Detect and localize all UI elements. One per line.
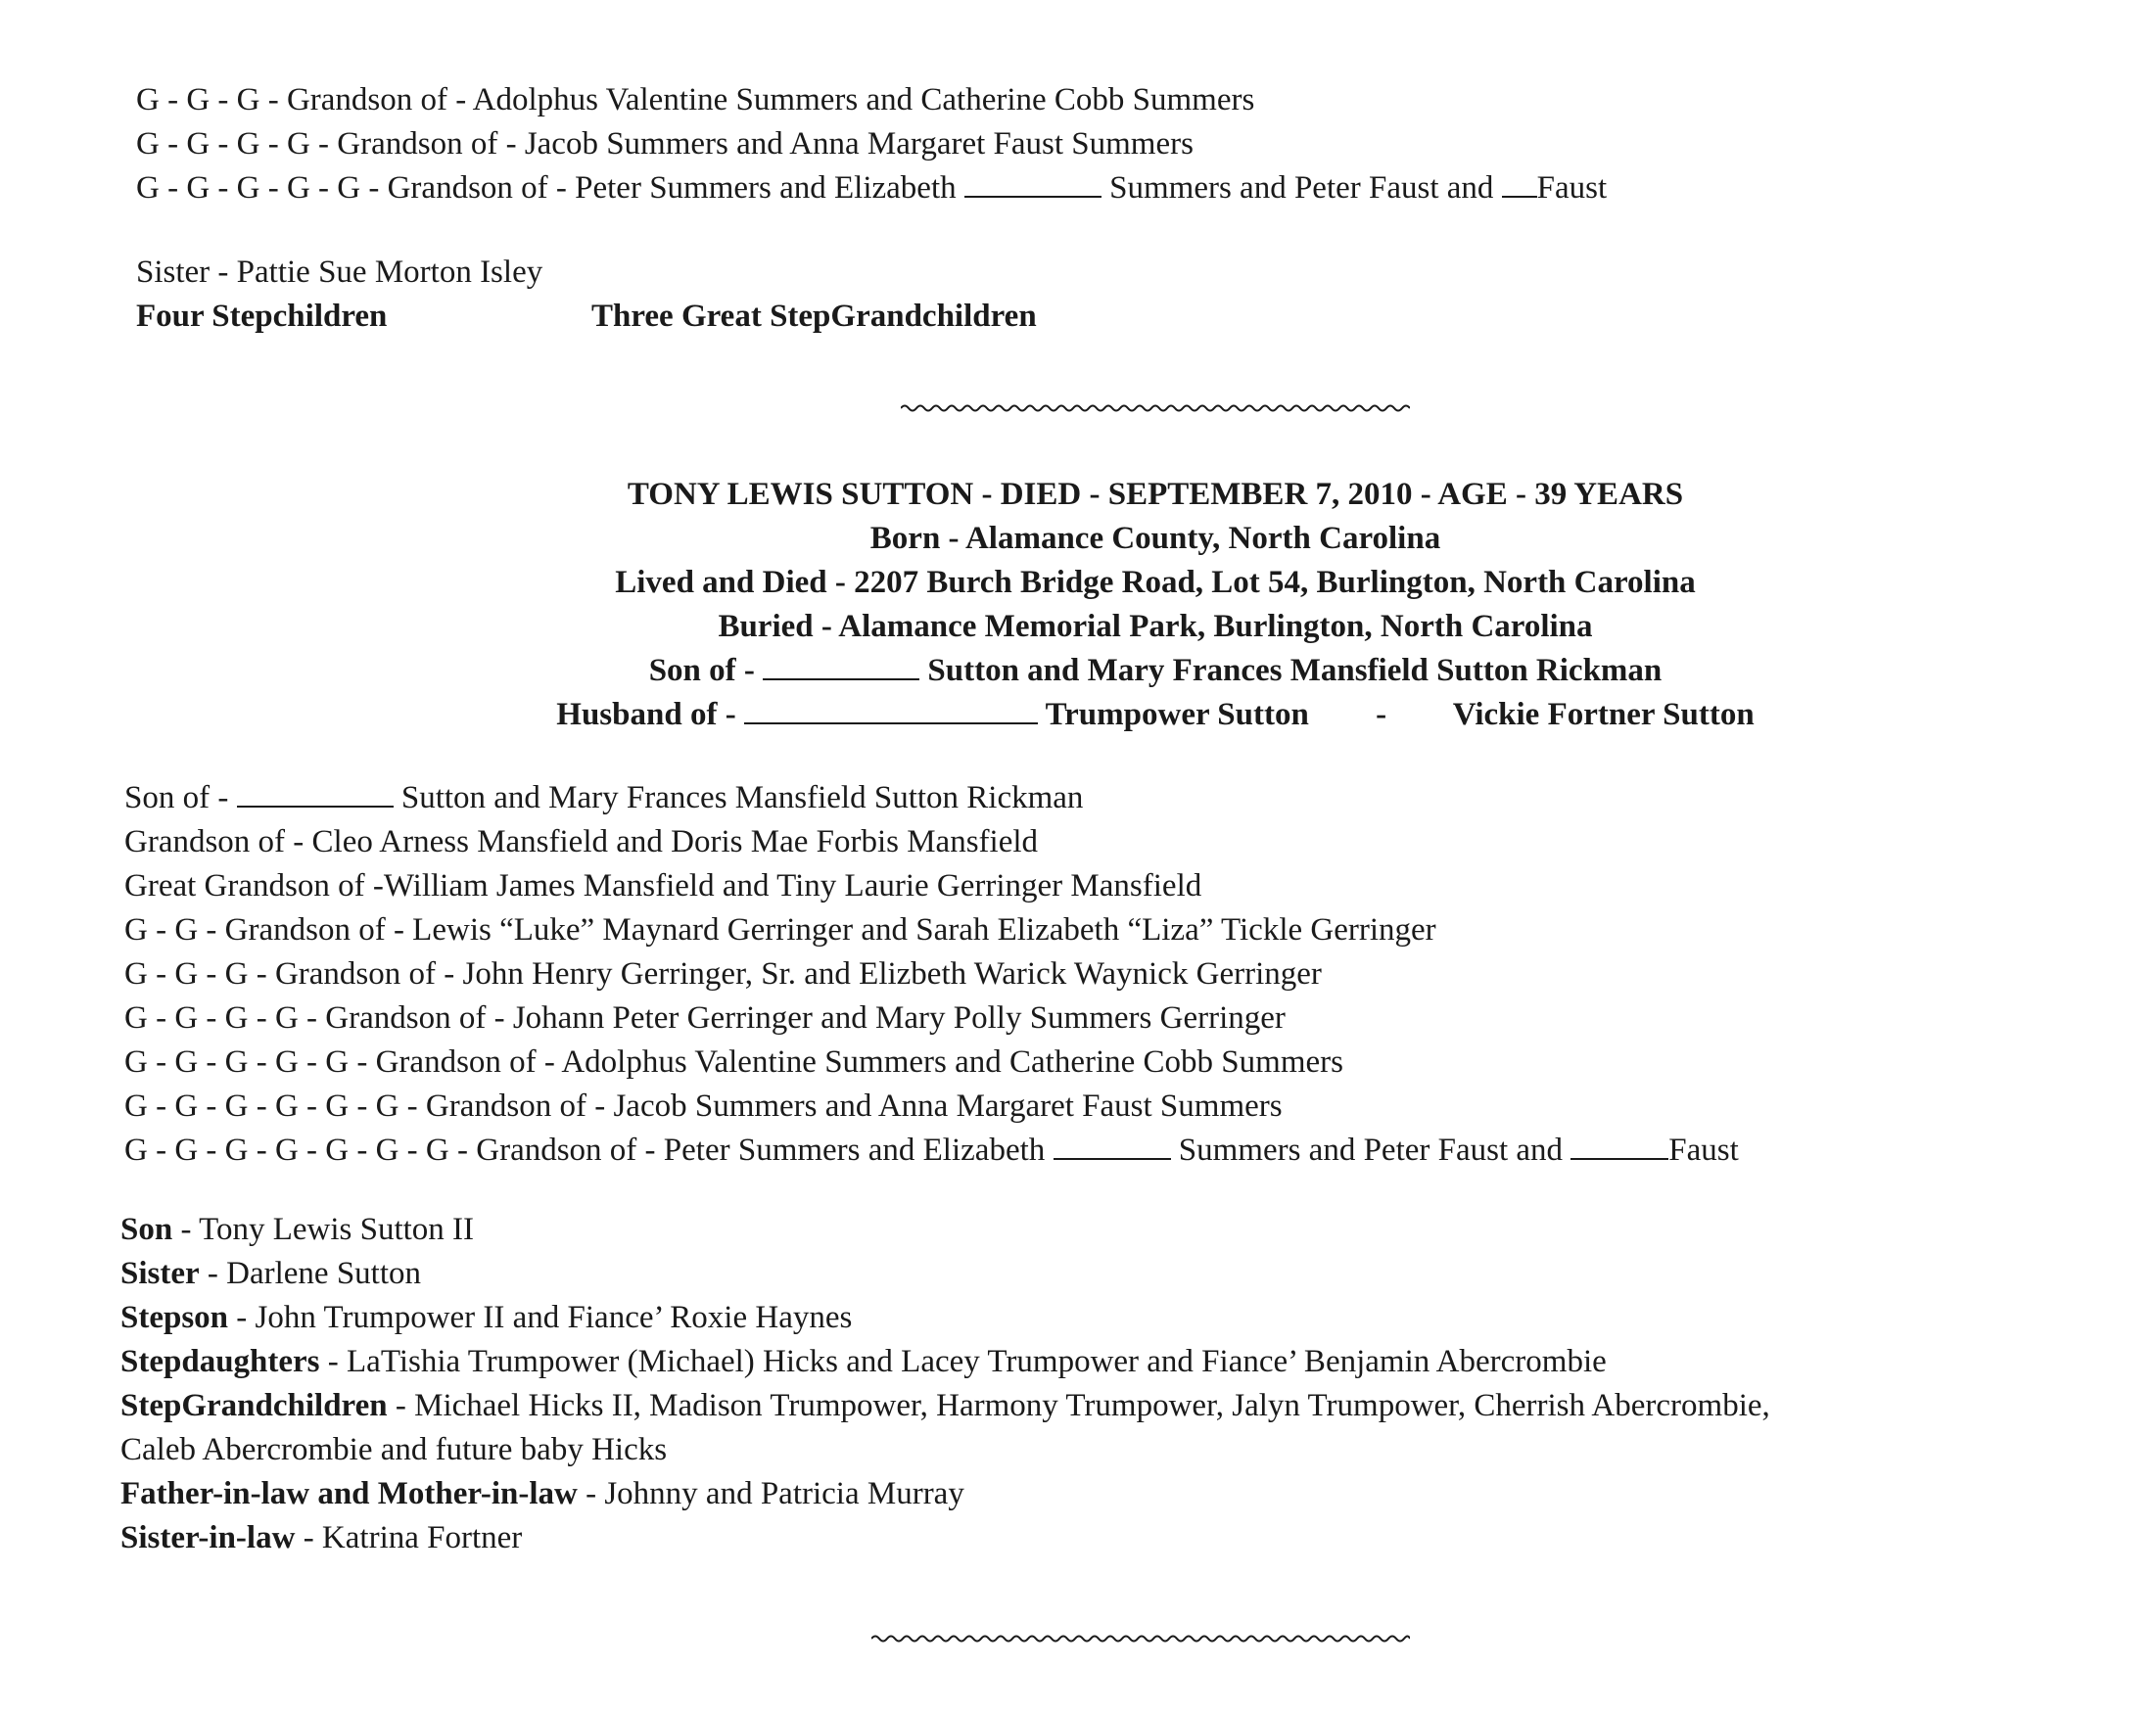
- son-of-label: Son of -: [648, 653, 755, 688]
- family-value: - LaTishia Trumpower (Michael) Hicks and Lacey Trumpower and Fiance’ Benjamin Abercrombie: [327, 1344, 1607, 1379]
- family-value: - John Trumpower II and Fiance’ Roxie Haynes: [236, 1300, 853, 1335]
- family-line: [120, 1296, 1770, 1340]
- lineage-line: [124, 776, 1739, 820]
- blank-line: [1502, 170, 1537, 198]
- spouse-name: Vickie Fortner Sutton: [1452, 697, 1755, 732]
- step-grandchildren-count: Three Great StepGrandchildren: [591, 299, 1037, 334]
- top-family: [136, 251, 1037, 339]
- lineage-text: G - G - G - G - G - G - G - Grandson of - Peter Summers and Elizabeth: [124, 1133, 1046, 1168]
- family-line: [136, 251, 542, 295]
- blank-line: [1570, 1133, 1668, 1160]
- family-value: - Pattie Sue Morton Isley: [217, 255, 543, 290]
- family-label: StepGrandchildren: [120, 1388, 388, 1423]
- family-line: [120, 1472, 1770, 1516]
- lineage-line: G - G - G - Grandson of - Adolphus Valentine Summers and Catherine Cobb Summers: [136, 82, 1255, 117]
- family-line: [120, 1208, 1770, 1252]
- lineage-line: Great Grandson of -William James Mansfield and Tiny Laurie Gerringer Mansfield: [124, 868, 1202, 903]
- family-label: Sister-in-law: [120, 1520, 296, 1555]
- lineage-text: Faust: [1536, 170, 1608, 206]
- lineage-text: Summers and Peter Faust and: [1178, 1133, 1564, 1168]
- family-value: - Johnny and Patricia Murray: [586, 1476, 964, 1511]
- family-line-continued: Caleb Abercrombie and future baby Hicks: [120, 1432, 668, 1467]
- family-value: - Michael Hicks II, Madison Trumpower, Harmony Trumpower, Jalyn Trumpower, Cherrish Abercrombie,: [395, 1388, 1770, 1423]
- blank-line: [744, 697, 1038, 724]
- lineage-line: G - G - Grandson of - Lewis “Luke” Maynard Gerringer and Sarah Elizabeth “Liza” Tickle Gerringer: [124, 912, 1436, 948]
- blank-line: [1054, 1133, 1171, 1160]
- family-line: [136, 295, 1037, 339]
- family-line: [120, 1340, 1770, 1384]
- bleed-through-decoration: [1283, 215, 1304, 241]
- family-label: Stepson: [120, 1300, 229, 1335]
- parents-line: [441, 649, 1870, 693]
- wavy-divider: [871, 1632, 1410, 1645]
- family-line: [120, 1384, 1770, 1428]
- family-label: Stepdaughters: [120, 1344, 320, 1379]
- lineage-text: Faust: [1668, 1133, 1739, 1168]
- family-label: Son: [120, 1212, 173, 1247]
- son-of-label: Son of -: [124, 780, 229, 815]
- family-label: Sister: [136, 255, 211, 290]
- burial-place: Buried - Alamance Memorial Park, Burlington, North Carolina: [718, 609, 1593, 644]
- lineage-line: G - G - G - G - G - G - Grandson of - Jacob Summers and Anna Margaret Faust Summers: [124, 1089, 1283, 1124]
- stepchildren-count: Four Stepchildren: [136, 299, 388, 334]
- blank-line: [964, 170, 1101, 198]
- lineage-line: Grandson of - Cleo Arness Mansfield and Doris Mae Forbis Mansfield: [124, 824, 1039, 859]
- residence: Lived and Died - 2207 Burch Bridge Road, Lot 54, Burlington, North Carolina: [615, 565, 1696, 600]
- separator: -: [1376, 697, 1387, 732]
- page-title: TONY LEWIS SUTTON - DIED - SEPTEMBER 7, 2010 - AGE - 39 YEARS: [627, 477, 1684, 512]
- lineage-line: G - G - G - G - Grandson of - Johann Peter Gerringer and Mary Polly Summers Gerringer: [124, 1000, 1286, 1036]
- lineage-text: G - G - G - G - G - Grandson of - Peter Summers and Elizabeth: [136, 170, 957, 206]
- family-label: Father-in-law and Mother-in-law: [120, 1476, 578, 1511]
- husband-of-label: Husband of -: [556, 697, 736, 732]
- family-label: Sister: [120, 1256, 200, 1291]
- family-value: - Darlene Sutton: [207, 1256, 422, 1291]
- family-value: - Katrina Fortner: [303, 1520, 523, 1555]
- spouse-name: Trumpower Sutton: [1045, 697, 1309, 732]
- parents-names: Sutton and Mary Frances Mansfield Sutton Rickman: [400, 780, 1084, 815]
- top-lineage: [136, 78, 1607, 210]
- birth-place: Born - Alamance County, North Carolina: [869, 521, 1441, 556]
- lineage-line: G - G - G - G - Grandson of - Jacob Summers and Anna Margaret Faust Summers: [136, 126, 1194, 162]
- main-lineage: [124, 776, 1739, 1173]
- lineage-line: [124, 1129, 1739, 1173]
- family-members: [120, 1208, 1770, 1560]
- obituary-header: [441, 473, 1870, 737]
- blank-line: [763, 653, 919, 680]
- family-line: [120, 1516, 1770, 1560]
- family-line: [120, 1252, 1770, 1296]
- parents-names: Sutton and Mary Frances Mansfield Sutton Rickman: [927, 653, 1663, 688]
- blank-line: [237, 780, 394, 808]
- spouse-line: [441, 693, 1870, 737]
- lineage-text: Summers and Peter Faust and: [1109, 170, 1494, 206]
- lineage-line: G - G - G - G - G - Grandson of - Adolphus Valentine Summers and Catherine Cobb Summers: [124, 1044, 1343, 1080]
- wavy-divider: [901, 401, 1410, 415]
- family-value: - Tony Lewis Sutton II: [180, 1212, 475, 1247]
- lineage-line: [136, 166, 1607, 210]
- lineage-line: G - G - G - Grandson of - John Henry Gerringer, Sr. and Elizbeth Warick Waynick Gerringer: [124, 956, 1322, 992]
